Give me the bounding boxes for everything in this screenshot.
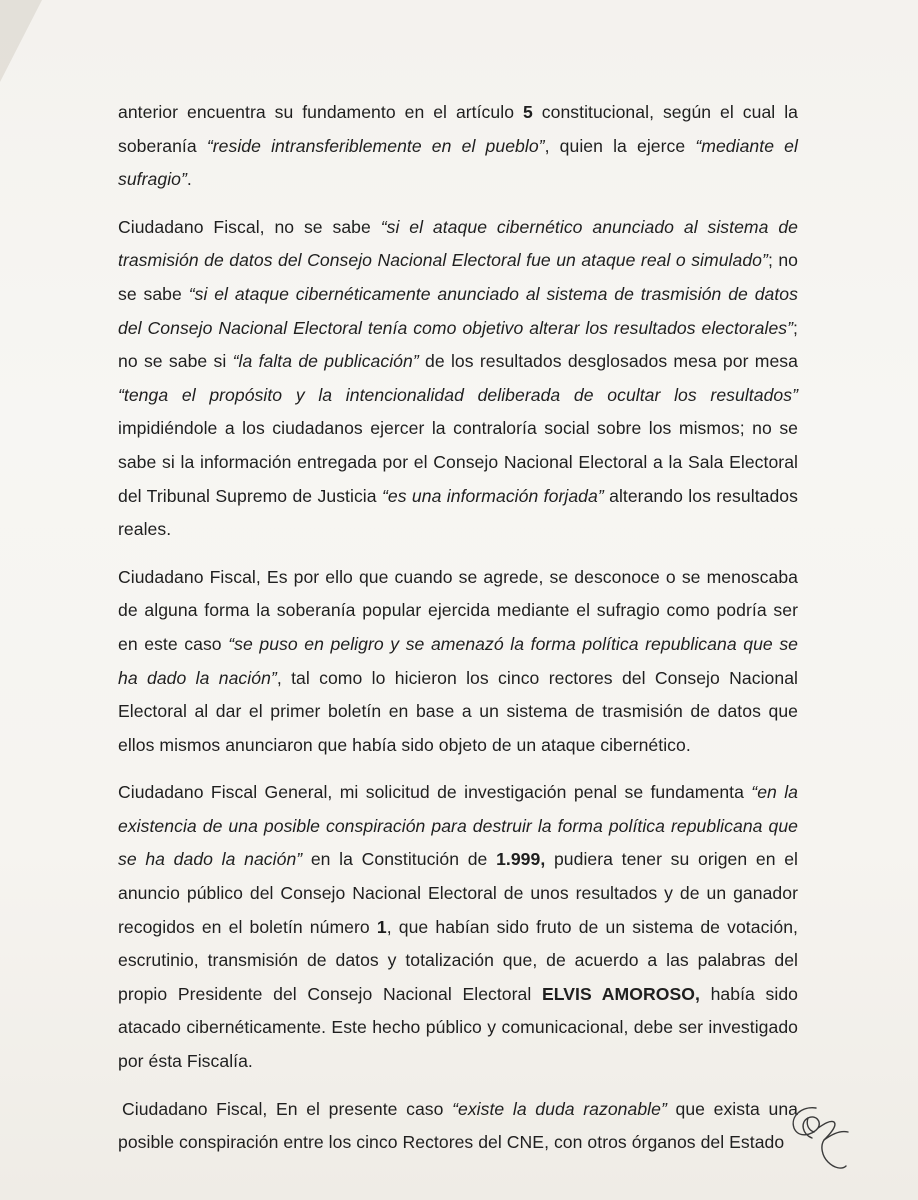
paragraph-2 (118, 211, 798, 547)
text-segment: que exista una posible conspiración entre los cinco Rectores del CNE, con otros órganos del Estado (118, 1098, 799, 1153)
paragraph-1 (118, 96, 798, 197)
text-segment: “mediante el sufragio” (118, 135, 798, 190)
handwritten-signature-icon (772, 1090, 862, 1180)
text-segment: había sido atacado cibernéticamente. Este hecho público y comunicacional, debe ser investigado por ésta Fiscalía. (118, 983, 798, 1072)
text-segment: alterando los resultados reales. (118, 485, 798, 540)
text-segment: Ciudadano Fiscal General, mi solicitud de investigación penal se fundamenta (118, 782, 752, 803)
text-segment: . (186, 169, 192, 190)
text-segment: “se puso en peligro y se amenazó la forma política republicana que se ha dado la nación” (118, 633, 798, 688)
text-segment: “si el ataque cibernético anunciado al sistema de trasmisión de datos del Consejo Nacional Electoral fue un ataque real o simulado” (118, 216, 798, 271)
text-segment: “tenga el propósito y la intencionalidad deliberada de ocultar los resultados” (118, 384, 798, 405)
text-segment: “en la existencia de una posible conspiración para destruir la forma política republicana que se ha dado la nación” (118, 782, 799, 870)
text-segment: 5 (522, 102, 533, 122)
text-segment: , que habían sido fruto de un sistema de votación, escrutinio, transmisión de datos y totalización que, de acuerdo a las palabras del propio Presidente del Consejo Nacional Electoral (118, 916, 798, 1004)
text-segment: ELVIS AMOROSO, (542, 983, 700, 1004)
text-segment: constitucional, según el cual la soberanía (118, 102, 798, 156)
paragraph-4 (118, 776, 798, 1078)
text-segment: ; no se sabe si (118, 317, 798, 372)
paragraph-3 (118, 561, 798, 763)
text-segment: , quien la ejerce (544, 135, 696, 156)
text-segment: , tal como lo hicieron los cinco rectores del Consejo Nacional Electoral al dar el primer boletín en base a un sistema de trasmisión de datos que ellos mismos anunciaron que había sido objeto de un ataque cibernético. (118, 667, 798, 755)
text-segment: Ciudadano Fiscal, no se sabe (118, 216, 381, 237)
text-segment: anterior encuentra su fundamento en el artículo (118, 102, 523, 122)
folded-corner (0, 0, 42, 82)
text-segment: ; no se sabe (118, 250, 799, 304)
text-segment: de los resultados desglosados mesa por mesa (418, 351, 798, 372)
text-segment: en la Constitución de (302, 849, 497, 870)
text-segment: Ciudadano Fiscal, En el presente caso (122, 1098, 453, 1119)
text-segment: “reside intransferiblemente en el pueblo” (206, 135, 545, 156)
text-segment: impidiéndole a los ciudadanos ejercer la contraloría social sobre los mismos; no se sabe si la información entregada por el Consejo Nacional Electoral a la Sala Electoral del Tribunal Supremo de Justicia (118, 418, 798, 506)
document-body (118, 96, 798, 1174)
text-segment: Ciudadano Fiscal, Es por ello que cuando se agrede, se desconoce o se menoscaba de alguna forma la soberanía popular ejercida mediante el sufragio como podría ser en este caso (118, 566, 798, 654)
paragraph-5 (118, 1093, 798, 1160)
text-segment: 1.999, (496, 849, 546, 870)
text-segment: “existe la duda razonable” (452, 1098, 667, 1119)
text-segment: 1 (376, 916, 387, 937)
text-segment: “es una información forjada” (381, 485, 604, 506)
text-segment: “si el ataque cibernéticamente anunciado al sistema de trasmisión de datos del Consejo Nacional Electoral tenía como objetivo alterar los resultados electorales” (118, 283, 798, 338)
text-segment: pudiera tener su origen en el anuncio público del Consejo Nacional Electoral de unos resultados y de un ganador recogidos en el boletín número (118, 849, 798, 937)
text-segment: “la falta de publicación” (232, 351, 419, 372)
